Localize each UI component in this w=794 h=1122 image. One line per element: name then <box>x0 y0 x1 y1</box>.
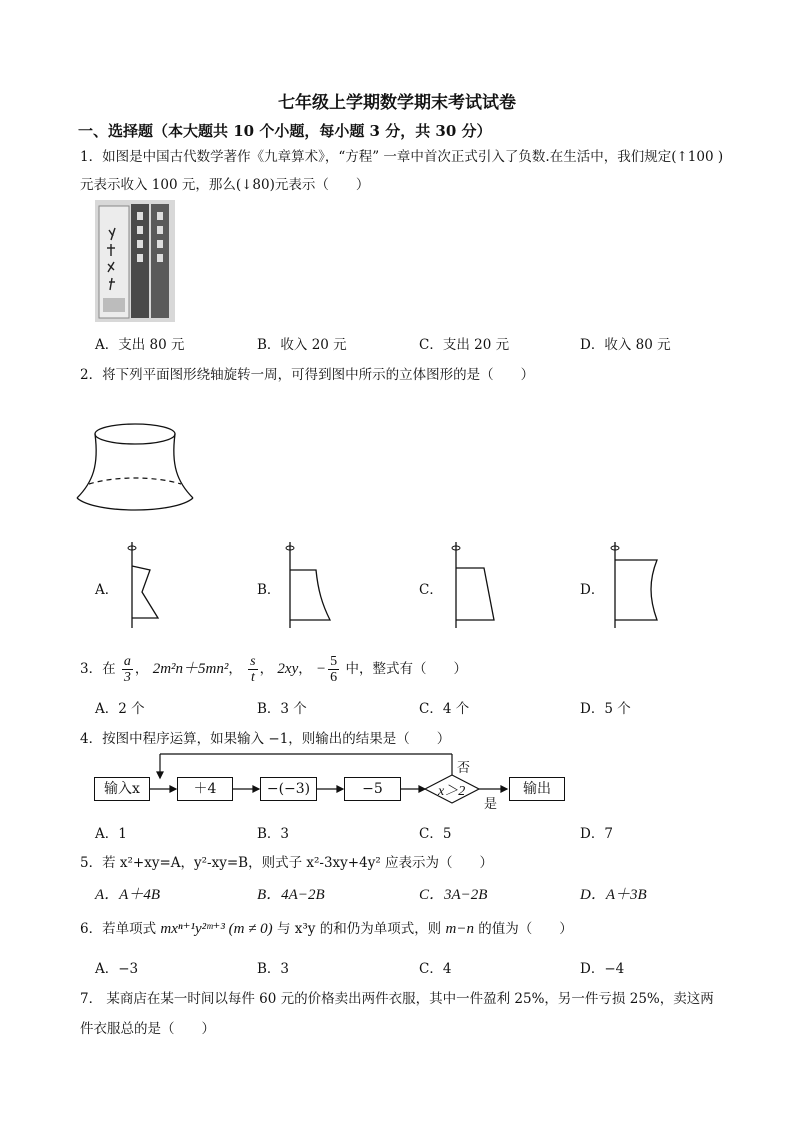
q6-monomial: mxⁿ⁺¹y²ᵐ⁺³ (m ≠ 0) <box>160 921 273 937</box>
q1-option-c[interactable]: C．支出 20 元 <box>419 337 510 353</box>
q2-option-d-label[interactable]: D． <box>580 582 605 598</box>
q5-option-d[interactable]: D．A＋3B <box>580 887 647 903</box>
q4-option-c[interactable]: C．5 <box>419 826 452 842</box>
q3-fraction-5-over-6: $\frac{5}{6}$ <box>330 654 338 685</box>
solid-of-revolution-figure <box>75 420 195 520</box>
q4-option-a[interactable]: A．1 <box>95 826 127 842</box>
q3-option-b[interactable]: B．3 个 <box>257 701 307 717</box>
question-7-line1: 7． 某商店在某一时间以每件 60 元的价格卖出两件衣服，其中一件盈利 25%，另一件亏损 25%，卖这两 <box>80 991 714 1007</box>
question-7-line2: 件衣服总的是（ ） <box>80 1021 215 1037</box>
flow-output-box: 输出 <box>509 777 565 801</box>
q2-option-d-figure[interactable] <box>605 540 665 630</box>
q3-option-c[interactable]: C．4 个 <box>419 701 470 717</box>
question-6-stem: 6．若单项式 mxⁿ⁺¹y²ᵐ⁺³ (m ≠ 0) 与 x³y 的和仍为单项式，则 m−n 的值为（ ） <box>80 921 573 937</box>
flow-minus5-box: −5 <box>344 777 401 801</box>
question-2-stem: 2．将下列平面图形绕轴旋转一周，可得到图中所示的立体图形的是（ ） <box>80 367 535 383</box>
flow-plus4-box: ＋4 <box>177 777 233 801</box>
q5-option-c[interactable]: C．3A−2B <box>419 887 488 903</box>
q6-option-d[interactable]: D．−4 <box>580 961 625 977</box>
q4-option-b[interactable]: B．3 <box>257 826 290 842</box>
question-3-stem: 3．在 $\frac{a}{3}$ ， 2m²n＋5mn²， $\frac{s}{t}$ ， 2xy， − $\frac{5}{6}$ 中，整式有（ ） <box>80 654 467 685</box>
q3-fraction-a-over-3: $\frac{a}{3}$ <box>123 654 131 685</box>
flow-minus-neg3-box: −(−3) <box>260 777 317 801</box>
question-4-stem: 4．按图中程序运算，如果输入 −1，则输出的结果是（ ） <box>80 731 451 747</box>
book-photo <box>95 200 175 322</box>
section-heading: 一、选择题（本大题共 10 个小题，每小题 3 分，共 30 分） <box>78 122 492 140</box>
q3-option-d[interactable]: D．5 个 <box>580 701 631 717</box>
page-title: 七年级上学期数学期末考试试卷 <box>278 93 516 113</box>
q1-option-a[interactable]: A．支出 80 元 <box>95 337 185 353</box>
q6-option-b[interactable]: B．3 <box>257 961 290 977</box>
q3-option-a[interactable]: A．2 个 <box>95 701 145 717</box>
q2-option-a-label[interactable]: A． <box>95 582 119 598</box>
q2-option-c-figure[interactable] <box>446 540 506 630</box>
q3-fraction-s-over-t: $\frac{s}{t}$ <box>250 654 256 685</box>
q1-option-d[interactable]: D．收入 80 元 <box>580 337 671 353</box>
flow-no-label: 否 <box>457 761 471 776</box>
q1-option-b[interactable]: B．收入 20 元 <box>257 337 347 353</box>
q2-option-a-figure[interactable] <box>122 540 172 630</box>
q3-expr-4: 2xy <box>277 661 299 677</box>
q6-expression: m−n <box>445 921 474 937</box>
flowchart <box>90 750 570 810</box>
q3-prefix: 3．在 <box>80 661 116 677</box>
q6-option-c[interactable]: C．4 <box>419 961 452 977</box>
q3-suffix: 中，整式有（ ） <box>345 661 467 677</box>
q3-expr-2: 2m²n＋5mn² <box>152 661 229 677</box>
q5-option-b[interactable]: B．4A−2B <box>257 887 325 903</box>
q2-option-b-label[interactable]: B． <box>257 582 281 598</box>
q5-option-a[interactable]: A．A＋4B <box>95 887 160 903</box>
flow-input-box: 输入x <box>94 777 150 801</box>
q2-option-b-figure[interactable] <box>280 540 340 630</box>
q2-option-c-label[interactable]: C． <box>419 582 443 598</box>
q6-option-a[interactable]: A．−3 <box>95 961 139 977</box>
question-5-stem: 5．若 x²+xy=A，y²-xy=B，则式子 x²-3xy+4y² 应表示为（ ） <box>80 855 494 871</box>
flow-yes-label: 是 <box>484 797 498 812</box>
question-1-line2: 元表示收入 100 元，那么(↓80)元表示（ ） <box>80 177 370 193</box>
question-1-line1: 1．如图是中国古代数学著作《九章算术》，“方程” 一章中首次正式引入了负数.在生活中，我们规定(↑100 ) <box>80 149 724 165</box>
q4-option-d[interactable]: D．7 <box>580 826 613 842</box>
flow-condition-diamond: x＞2 <box>438 784 466 799</box>
